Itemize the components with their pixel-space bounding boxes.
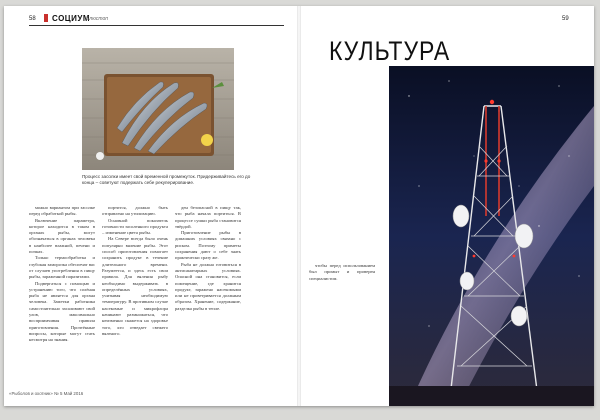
photo-caption: Процесс засолки имеет свой временной промежуток. Придерживайтесь его до конца – советуют подержать себе рекуперирование. — [82, 174, 251, 185]
text-column-1 — [29, 205, 95, 375]
page-number-right: 59 — [562, 16, 569, 22]
paragraph: Включение параметра, которое находится в таком в органах рыбы, могут обозначаться в органах человека в наиболее влажной, печени и почках. — [29, 217, 95, 255]
paragraph: На Севере всегда было очень популярно вяление рыбы. Этот способ приготовления помогает сохранить продукт в течение длительного времени. Разумеется, и здесь есть свои правила. Для вяления рыбу необходимо выдерживать в определённых условиях, учитывая необходимую температуру. В противном случае насекомые и микрофлора начинают размножаться, что неизменно скажется на здоровье того, кто отведает свежего вяленого. — [102, 236, 168, 336]
section-marker — [44, 14, 48, 22]
paragraph: можно вариантом при засолке перед обработкой рыбы. — [29, 205, 95, 217]
paragraph: Основной показатель готовности засоленного продукта – изменение цвета рыбы. — [102, 217, 168, 236]
paragraph: чтобы перед использованием был промыт и проверен специалистом. — [309, 263, 375, 281]
paragraph: Приготовление рыбы в домашних условиях связано с риском. Поэтому приметы сохранения дают о себе знать практически сразу же. — [175, 230, 241, 261]
section-title: СОЦИУМ — [52, 14, 91, 23]
right-page — [299, 6, 594, 406]
page-footer: «Рыболов и охотник» № 5 Май 2016 — [9, 391, 84, 396]
text-column-4 — [309, 263, 375, 406]
paragraph: ден безопасной в пищу так, что рыба начала портиться. В процессе сушки рыба становится твёрдой. — [175, 205, 241, 229]
header-rule — [29, 25, 284, 26]
paragraph: Рыба не должна готовиться в антисанитарных условиях. Опасной она становится, если помещение, где хранится продукт, заражено насекомыми или не проветривается должным образом. Хранение, содержание, разделка рыбы в тепле. — [175, 261, 241, 311]
section-heading: КУЛЬТУРА — [329, 36, 451, 66]
page-number-left: 58 — [29, 16, 36, 22]
section-subtitle: Блюстоп — [86, 16, 108, 22]
paragraph: портится, должно быть отправлено на утилизацию. — [102, 205, 168, 217]
text-column-2 — [102, 205, 168, 375]
telecom-tower-photo — [389, 66, 594, 406]
fish-photo — [82, 48, 234, 170]
paragraph: Подвергаться с помощью и устранению того, что солёная рыба не является для органа человека. Заметки работника самостоятельно засаливают свой улов, максимально восприимчивая правила приготовления. Прочтённые вопросы, которые могут стать несмотря на знания. — [29, 280, 95, 343]
paragraph: Только термообработка и глубокая заморозка обеспечат вас от случаев употребления в пищу рыбы, зараженной паразитами. — [29, 255, 95, 280]
magazine-spread — [4, 6, 594, 406]
left-page — [4, 6, 299, 406]
text-column-3 — [175, 205, 241, 375]
